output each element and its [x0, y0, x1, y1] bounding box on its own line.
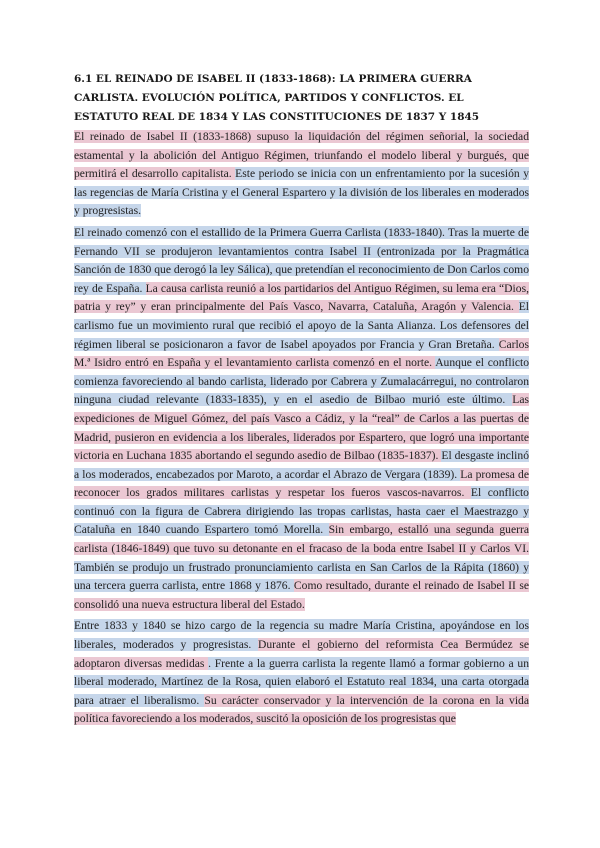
highlighted-sentence: El reinado comenzó con el estallido de la Primera Guerra Carlista (1833-1840). Tras la muerte de Fernando VII se produjeron levantamientos contra Isabel II (entronizada por la Pragmática Sanción de 1830 que derogó la ley Sálica), que pretendían el reconocimiento de Don Carlos como rey de España.: [74, 225, 529, 295]
highlighted-sentence: Aunque el conflicto comienza favoreciendo al bando carlista, liderado por Cabrera y Zumalacárregui, no controlaron ninguna ciudad relevante (1833-1835), y en el asedio de Bilbao murió este último.: [74, 356, 529, 407]
highlighted-sentence: Sin embargo, estalló una segunda guerra carlista (1846-1849) que tuvo su detonante en el fracaso de la boda entre Isabel II y Carlos VI.: [74, 523, 529, 556]
highlighted-sentence: Su carácter conservador y la intervención de la corona en la vida política favoreciendo a los moderados, suscitó la oposición de los progresistas que: [74, 693, 529, 726]
highlighted-sentence: Como resultado, durante el reinado de Isabel II se consolidó una nueva estructura liberal del Estado.: [74, 579, 529, 611]
highlighted-sentence: La promesa de reconocer los grados militares carlistas y respetar los fueros vascos-navarros.: [74, 467, 529, 500]
highlighted-sentence: Durante el gobierno del reformista Cea Bermúdez se adoptaron diversas medidas: [74, 638, 529, 670]
paragraph: [74, 128, 529, 221]
highlighted-sentence: Este periodo se inicia con un enfrentamiento por la sucesión y las regencias de María Cristina y el General Espartero y la división de los liberales en moderados y progresistas.: [74, 167, 529, 218]
paragraph: [74, 224, 529, 614]
highlighted-sentence: El reinado de Isabel II (1833-1868) supuso la liquidación del régimen señorial, la sociedad estamental y la abolición del Antiguo Régimen, triunfando el modelo liberal y burgués, que permitirá el desarrollo capitalista.: [74, 130, 529, 181]
paragraph: [74, 617, 529, 729]
document-content: [74, 70, 529, 732]
highlighted-sentence: . Frente a la guerra carlista la regente llamó a formar gobierno a un liberal moderado, Martínez de la Rosa, quien elaboró el Estatuto real 1834, una carta otorgada para atraer el liberalismo.: [74, 656, 529, 707]
highlighted-sentence: El desgaste inclinó a los moderados, encabezados por Maroto, a acordar el Abrazo de Vergara (1839).: [74, 449, 529, 481]
highlighted-sentence: El conflicto continuó con la figura de Cabrera dirigiendo las tropas carlistas, hasta caer el Maestrazgo y Cataluña en 1840 cuando Espartero tomó Morella.: [74, 486, 529, 537]
highlighted-sentence: Carlos M.ª Isidro entró en España y el levantamiento carlista comenzó en el norte.: [74, 337, 529, 370]
highlighted-sentence: Entre 1833 y 1840 se hizo cargo de la regencia su madre María Cristina, apoyándose en los liberales, moderados y progresistas.: [74, 619, 529, 652]
highlighted-sentence: El carlismo fue un movimiento rural que recibió el apoyo de la Santa Alianza. Los defensores del régimen liberal se posicionaron a favor de Isabel apoyados por Francia y Gran Bretaña.: [74, 300, 529, 351]
section-heading: 6.1 EL REINADO DE ISABEL II (1833-1868): LA PRIMERA GUERRA CARLISTA. EVOLUCIÓN POLÍTICA, PARTIDOS Y CONFLICTOS. EL ESTATUTO REAL DE 1834 Y LAS CONSTITUCIONES DE 1837 Y 1845: [74, 73, 480, 123]
highlighted-sentence: La causa carlista reunió a los partidarios del Antiguo Régimen, su lema era “Dios, patria y rey” y eran principalmente del País Vasco, Navarra, Cataluña, Aragón y Valencia.: [74, 281, 529, 314]
body-text: [74, 128, 529, 729]
highlighted-sentence: También se produjo un frustrado pronunciamiento carlista en San Carlos de la Rápita (1860) y una tercera guerra carlista, entre 1868 y 1876.: [74, 560, 529, 593]
highlighted-sentence: Las expediciones de Miguel Gómez, del país Vasco a Cádiz, y la “real” de Carlos a las puertas de Madrid, pusieron en evidencia a los liberales, liderados por Espartero, que logró una importante victoria en Luchana 1835 abortando el segundo asedio de Bilbao (1835-1837).: [74, 393, 529, 463]
